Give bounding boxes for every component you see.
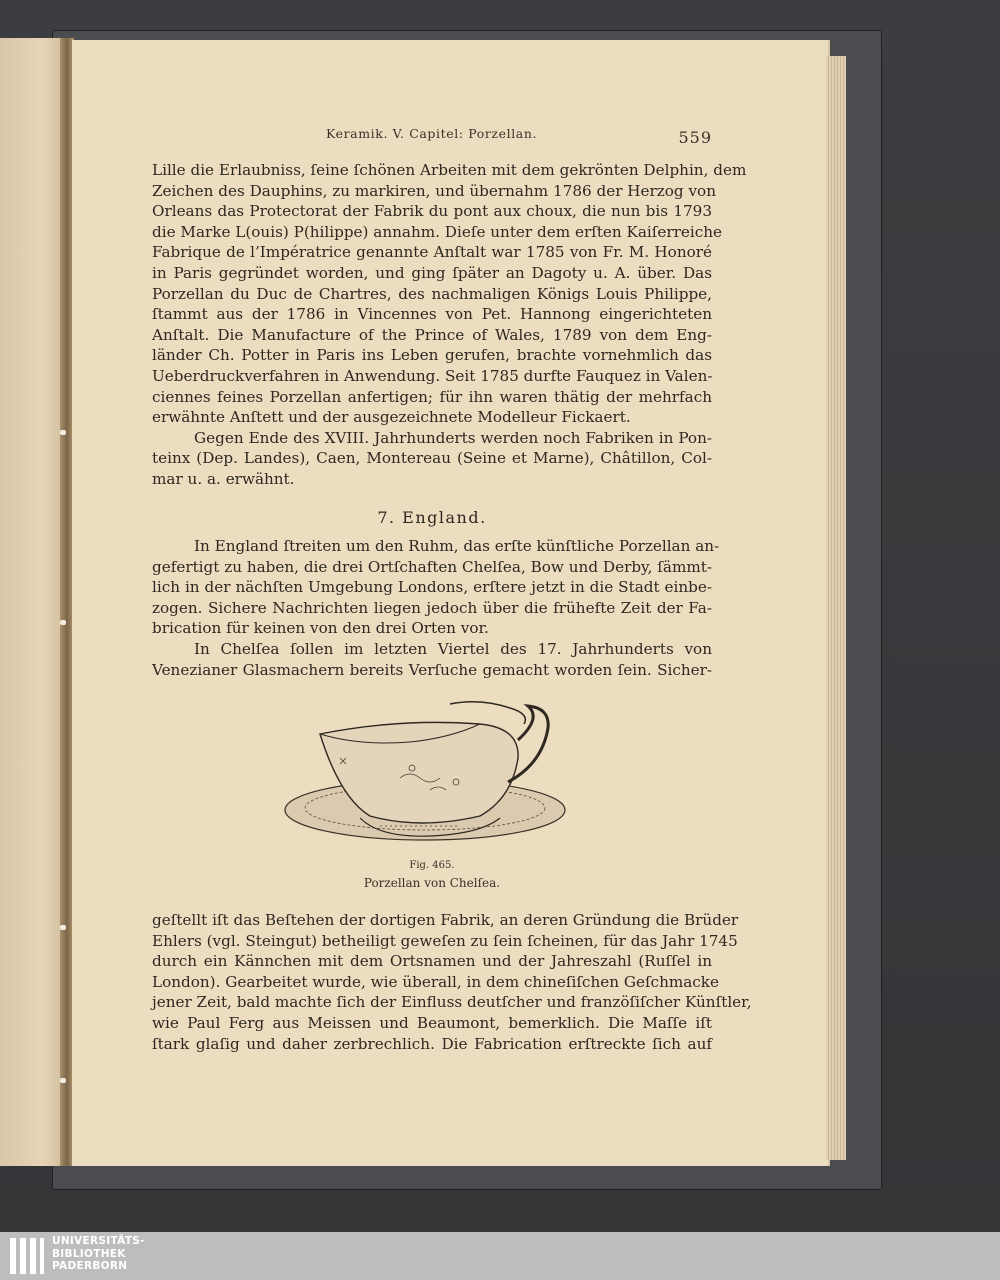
library-name-line: UNIVERSITÄTS-	[52, 1235, 145, 1247]
porcelain-sauceboat-illustration	[280, 698, 580, 850]
paragraph-block-1	[152, 160, 747, 490]
figure-caption: Porzellan von Chelſea.	[363, 876, 501, 890]
binding-stitch	[60, 620, 66, 625]
text-line: die Marke L(ouis) P(hilippe) annahm. Dieſe unter dem erſten Kaiſerreiche	[152, 222, 723, 241]
text-line: In England ſtreiten um den Ruhm, das erſte künſtliche Porzellan an-	[194, 537, 720, 555]
text-line: ſtark glaſig und daher zerbrechlich. Die Fabrication erſtreckte ſich auf	[152, 1034, 712, 1053]
text-line: mar u. a. erwähnt.	[152, 469, 295, 488]
text-line: wie Paul Ferg aus Meissen und Beaumont, bemerklich. Die Maſſe iſt	[152, 1013, 712, 1032]
text-line: geſtellt iſt das Beſtehen der dortigen Fabrik, an deren Gründung die Brüder	[152, 911, 739, 929]
library-name	[52, 1235, 145, 1273]
text-line: Orleans das Protectorat der Fabrik du pont aux choux, die nun bis 1793	[152, 202, 712, 221]
text-line: Porzellan du Duc de Chartres, des nachmaligen Königs Louis Philippe,	[152, 284, 712, 303]
text-line: in Paris gegründet worden, und ging ſpäter an Dagoty u. A. über. Das	[152, 263, 712, 282]
paragraph-block-3	[152, 910, 752, 1054]
text-line: durch ein Kännchen mit dem Ortsnamen und der Jahreszahl (Ruſſel in	[152, 952, 712, 971]
text-line: gefertigt zu haben, die drei Ortſchaften Chelſea, Bow und Derby, ſämmt-	[152, 557, 712, 576]
text-line: Fabrique de l’Impératrice genannte Anſtalt war 1785 von Fr. M. Honoré	[152, 243, 712, 262]
text-line: Ehlers (vgl. Steingut) betheiligt geweſen zu ſein ſcheinen, für das Jahr 1745	[152, 931, 738, 950]
section-heading: 7. England.	[377, 508, 487, 527]
page-stack-edges	[826, 56, 846, 1160]
page-header	[72, 126, 712, 146]
text-line: London). Gearbeitet wurde, wie überall, in dem chineſiſchen Geſchmacke	[152, 972, 720, 991]
binding-stitch	[60, 430, 66, 435]
text-line: ſtammt aus der 1786 in Vincennes von Pet. Hannong eingerichteten	[152, 305, 712, 324]
text-line: Venezianer Glasmachern bereits Verſuche gemacht worden ſein. Sicher-	[152, 660, 712, 679]
figure-number: Fig. 465.	[409, 860, 455, 871]
text-line: Zeichen des Dauphins, zu markiren, und übernahm 1786 der Herzog von	[152, 181, 716, 200]
text-line: teinx (Dep. Landes), Caen, Montereau (Seine et Marne), Châtillon, Col-	[152, 449, 712, 468]
text-line: Ueberdruckverfahren in Anwendung. Seit 1785 durfte Fauquez in Valen-	[152, 366, 713, 385]
text-line: In Chelſea ſollen im letzten Viertel des 17. Jahrhunderts von	[194, 639, 712, 658]
library-footer-bar	[0, 1232, 1000, 1280]
text-line: erwähnte Anſtett und der ausgezeichnete Modelleur Fickaert.	[152, 408, 631, 427]
text-line: jener Zeit, bald machte ſich der Einfluss deutſcher und franzöſiſcher Künſtler,	[152, 993, 752, 1012]
text-line: brication für keinen von den drei Orten vor.	[152, 619, 489, 638]
text-line: länder Ch. Potter in Paris ins Leben gerufen, brachte vornehmlich das	[152, 346, 712, 365]
text-line: Lille die Erlaubniss, ſeine ſchönen Arbeiten mit dem gekrönten Delphin, dem	[152, 161, 747, 179]
binding-stitch	[60, 925, 66, 930]
text-line: ciennes feines Porzellan anfertigen; für ihn waren thätig der mehrfach	[152, 387, 712, 406]
library-name-line: BIBLIOTHEK	[52, 1247, 126, 1260]
text-line: Anſtalt. Die Manufacture of the Prince of Wales, 1789 von dem Eng-	[152, 325, 712, 344]
binding-stitch	[60, 1078, 66, 1083]
text-line: lich in der nächſten Umgebung Londons, erſtere jetzt in die Stadt einbe-	[152, 578, 712, 597]
page-number: 559	[678, 128, 712, 147]
running-head: Keramik. V. Capitel: Porzellan.	[326, 126, 538, 141]
paragraph-block-2	[152, 536, 720, 680]
library-name-line: PADERBORN	[52, 1260, 128, 1272]
library-logo-icon	[6, 1236, 48, 1276]
text-line: Gegen Ende des XVIII. Jahrhunderts werden noch Fabriken in Pon-	[194, 428, 712, 447]
text-line: zogen. Sichere Nachrichten liegen jedoch über die frühefte Zeit der Fa-	[152, 598, 712, 617]
